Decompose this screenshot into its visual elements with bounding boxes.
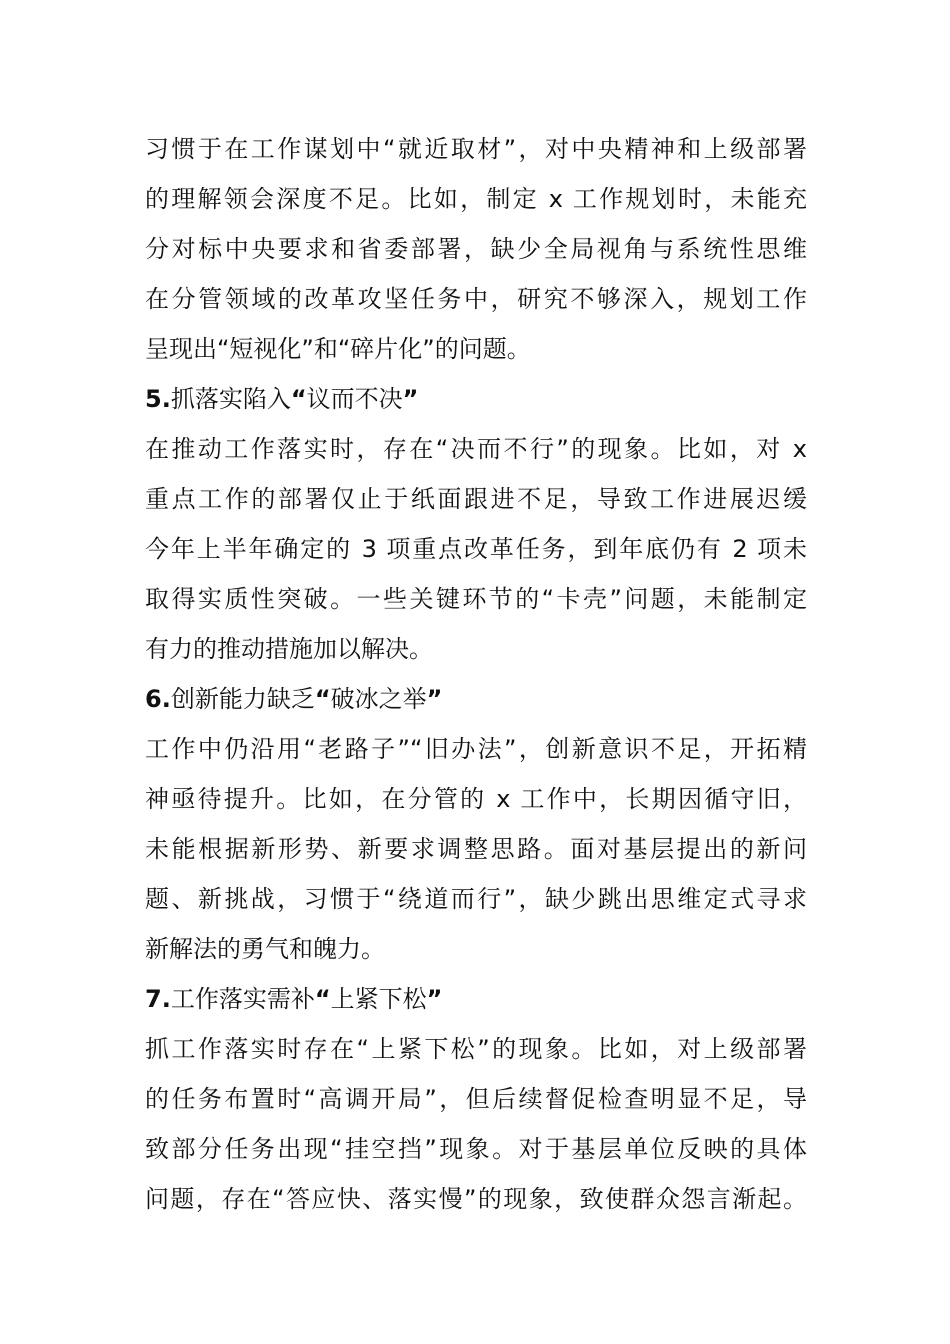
section-title-open-quote: “ (290, 385, 307, 413)
section-number: 5. (145, 385, 171, 413)
paragraph-line: 习惯于在工作谋划中“就近取材”，对中央精神和上级部署 (145, 135, 807, 163)
section-5-heading (145, 374, 807, 424)
section-title-close-quote: ” (426, 685, 443, 713)
paragraph-line: 今年上半年确定的 3 项重点改革任务，到年底仍有 2 项未 (145, 535, 807, 563)
section-7-heading (145, 974, 807, 1024)
paragraph-line: 题、新挑战，习惯于“绕道而行”，缺少跳出思维定式寻求 (145, 885, 807, 913)
paragraph-line: 分对标中央要求和省委部署，缺少全局视角与系统性思维 (145, 235, 807, 263)
paragraph-line: 致部分任务出现“挂空挡”现象。对于基层单位反映的具体 (145, 1135, 807, 1163)
intro-paragraph (145, 124, 807, 374)
section-title-quoted: 破冰之举 (330, 685, 427, 713)
paragraph-line: 重点工作的部署仅止于纸面跟进不足，导致工作进展迟缓 (145, 485, 807, 513)
section-title-open-quote: “ (314, 685, 331, 713)
section-number: 7. (145, 985, 171, 1013)
section-title-quoted: 上紧下松 (330, 985, 427, 1013)
section-title-close-quote: ” (402, 385, 419, 413)
paragraph-line: 工作中仍沿用“老路子”“旧办法”，创新意识不足，开拓精 (145, 735, 807, 763)
paragraph-line: 有力的推动措施加以解决。 (145, 635, 433, 663)
section-7-paragraph (145, 1024, 807, 1224)
section-5-paragraph (145, 424, 807, 674)
paragraph-line: 呈现出“短视化”和“碎片化”的问题。 (145, 335, 531, 363)
paragraph-line: 神亟待提升。比如，在分管的 x 工作中，长期因循守旧， (145, 785, 807, 813)
section-title: 创新能力缺乏 (170, 685, 315, 713)
paragraph-line: 在分管领域的改革攻坚任务中，研究不够深入，规划工作 (145, 285, 807, 313)
section-number: 6. (145, 685, 171, 713)
section-6-heading (145, 674, 807, 724)
paragraph-line: 抓工作落实时存在“上紧下松”的现象。比如，对上级部署 (145, 1035, 807, 1063)
paragraph-line: 取得实质性突破。一些关键环节的“卡壳”问题，未能制定 (145, 585, 807, 613)
section-title-close-quote: ” (426, 985, 443, 1013)
paragraph-line: 未能根据新形势、新要求调整思路。面对基层提出的新问 (145, 835, 807, 863)
paragraph-line: 在推动工作落实时，存在“决而不行”的现象。比如，对 x (145, 435, 807, 463)
section-title: 工作落实需补 (170, 985, 315, 1013)
paragraph-line: 的理解领会深度不足。比如，制定 x 工作规划时，未能充 (145, 185, 807, 213)
section-title-quoted: 议而不决 (306, 385, 403, 413)
section-6-paragraph (145, 724, 807, 974)
section-title: 抓落实陷入 (170, 385, 291, 413)
paragraph-line: 的任务布置时“高调开局”，但后续督促检查明显不足，导 (145, 1085, 807, 1113)
document-body (145, 124, 807, 1224)
section-title-open-quote: “ (314, 985, 331, 1013)
paragraph-line: 新解法的勇气和魄力。 (145, 935, 385, 963)
paragraph-line: 问题，存在“答应快、落实慢”的现象，致使群众怨言渐起。 (145, 1185, 807, 1213)
